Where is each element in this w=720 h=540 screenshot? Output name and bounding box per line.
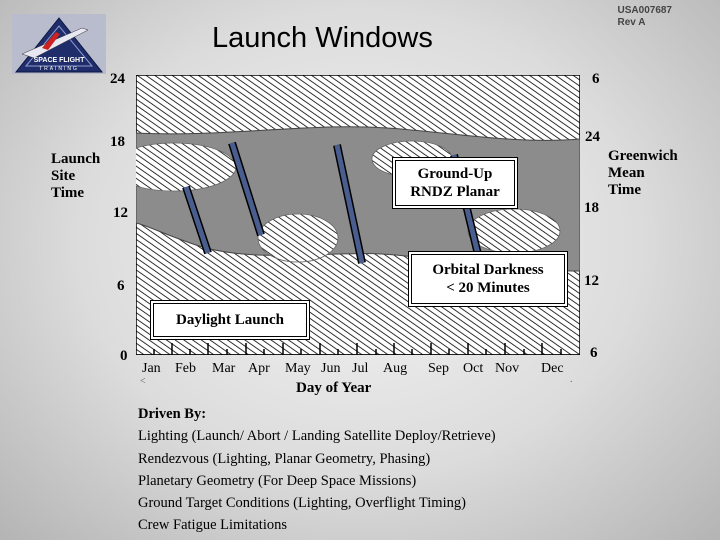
month-label: Oct [463, 361, 484, 376]
month-label: Mar [212, 361, 236, 376]
month-label: Apr [248, 361, 270, 376]
month-label: Sep [428, 361, 449, 376]
left-tick-12: 12 [113, 205, 128, 221]
daylight-launch-label [153, 303, 307, 337]
month-label: Aug [383, 361, 408, 376]
doc-number: USA007687 [617, 5, 672, 16]
orbital-darkness-label [411, 254, 565, 304]
daylight-label-text: Daylight Launch [176, 312, 284, 328]
logo-subtext: TRAINING [39, 66, 79, 72]
drivers-notes [138, 403, 496, 537]
right-axis-title-line-2: Mean [608, 165, 645, 181]
right-tick-12: 12 [584, 273, 599, 289]
notes-item: Rendezvous (Lighting, Planar Geometry, Phasing) [138, 450, 431, 467]
left-tick-6: 6 [117, 278, 125, 294]
month-label: Feb [175, 361, 196, 376]
right-tick-24: 24 [585, 129, 600, 145]
left-tick-18: 18 [110, 134, 125, 150]
darkness-label-line-2: < 20 Minutes [446, 280, 530, 296]
month-label: Jan [142, 361, 161, 376]
x-axis-title: Day of Year [296, 380, 372, 396]
month-label: Jul [352, 361, 369, 376]
month-label: Dec [541, 361, 564, 376]
month-label: Jun [321, 361, 341, 376]
left-tick-0: 0 [120, 348, 128, 364]
right-tick-6-top: 6 [592, 71, 600, 87]
left-tick-24: 24 [110, 71, 125, 87]
logo-text: SPACE FLIGHT [33, 57, 85, 64]
right-axis-title-line-3: Time [608, 182, 642, 198]
daylight-ellipse [258, 214, 338, 262]
space-flight-training-logo [12, 14, 106, 74]
darkness-label-line-1: Orbital Darkness [432, 262, 544, 278]
notes-item: Planetary Geometry (For Deep Space Missions) [138, 472, 417, 489]
right-tick-18: 18 [584, 200, 599, 216]
document-id [618, 5, 672, 29]
daylight-ellipse [468, 209, 560, 253]
notes-heading: Driven By: [138, 406, 207, 422]
corner-mark-left: < [140, 376, 146, 387]
right-axis-title-line-1: Greenwich [608, 148, 678, 164]
month-label: Nov [495, 361, 520, 376]
left-axis-title-line-2: Site [51, 168, 76, 184]
planar-label-line-1: Ground-Up [417, 166, 493, 182]
notes-item: Lighting (Launch/ Abort / Landing Satellite Deploy/Retrieve) [138, 428, 496, 445]
left-axis-title [51, 151, 100, 202]
planar-label-line-2: RNDZ Planar [410, 184, 500, 200]
corner-mark-right: . [570, 374, 573, 385]
page-title: Launch Windows [212, 22, 433, 54]
month-label: May [285, 361, 311, 376]
notes-item: Crew Fatigue Limitations [138, 517, 288, 534]
ground-up-planar-label [395, 160, 515, 206]
left-axis-title-line-3: Time [51, 185, 85, 201]
right-tick-6-bottom: 6 [590, 345, 598, 361]
doc-revision: Rev A [617, 17, 646, 28]
left-axis-title-line-1: Launch [51, 151, 101, 167]
notes-item: Ground Target Conditions (Lighting, Overflight Timing) [138, 495, 466, 512]
right-axis-title [608, 148, 678, 199]
